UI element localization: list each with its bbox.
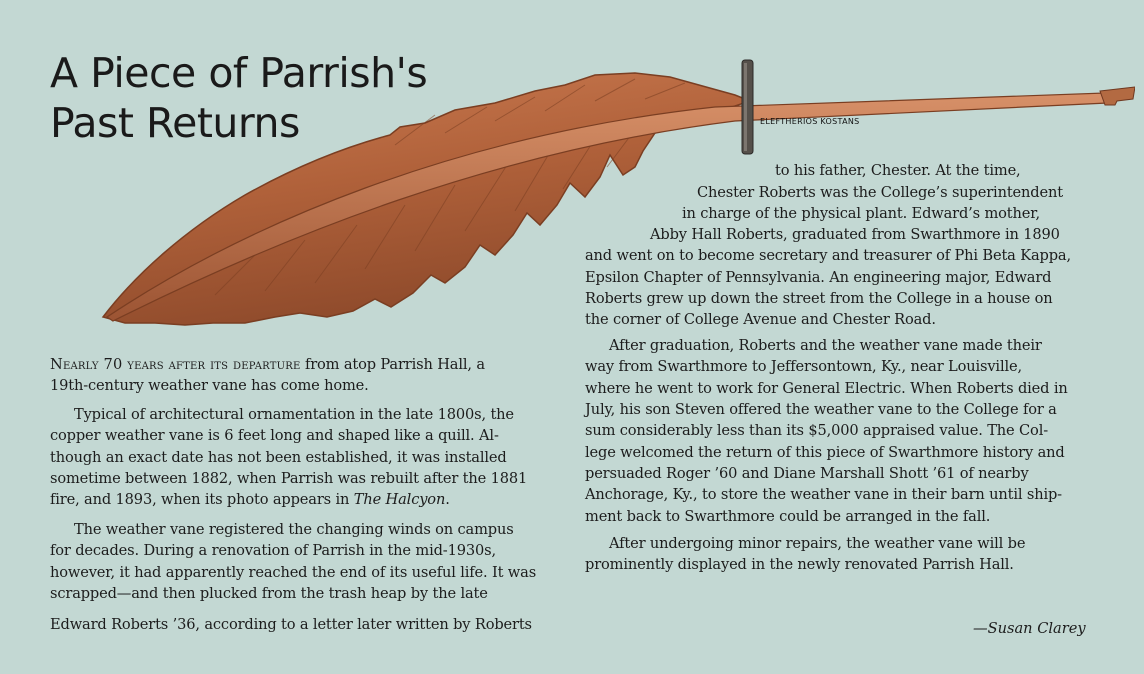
left-p3-line3: however, it had apparently reached the end of its useful life. It was [50,564,537,581]
byline: —Susan Clarey [973,620,1086,637]
headline-line-1: A Piece of Parrish's [50,49,428,97]
right-p1-line2: Chester Roberts was the College’s superintendent [697,184,1063,201]
left-p3-line4: scrapped—and then plucked from the trash heap by the late [50,585,488,602]
left-p3-line2: for decades. During a renovation of Parrish in the mid-1930s, [50,542,496,559]
right-p3-line1: After undergoing minor repairs, the weather vane will be [609,535,1026,552]
lead-in: Nearly 70 years after its departure [50,356,301,373]
left-p1-line1: Nearly 70 years after its departure from atop Parrish Hall, a [50,356,485,373]
right-p2-line9: ment back to Swarthmore could be arranged in the fall. [585,508,991,525]
right-p2-line1: After graduation, Roberts and the weather vane made their [609,337,1042,354]
right-p1-line1: to his father, Chester. At the time, [775,162,1021,179]
left-p2-line5: fire, and 1893, when its photo appears in The Halcyon. [50,491,450,508]
headline-line-2: Past Returns [50,99,300,147]
right-p1-line5: and went on to become secretary and treasurer of Phi Beta Kappa, [585,247,1071,264]
right-p1-line7: Roberts grew up down the street from the College in a house on [585,290,1053,307]
right-p2-line2: way from Swarthmore to Jeffersontown, Ky., near Louisville, [585,358,1022,375]
quill-tip [1100,87,1135,105]
photo-credit: ELEFTHERIOS KOSTANS [760,117,860,126]
right-p2-line8: Anchorage, Ky., to store the weather vane in their barn until ship- [585,486,1062,503]
right-p1-line8: the corner of College Avenue and Chester Road. [585,311,936,328]
publication-title: The Halcyon [353,491,446,508]
right-p3-line2: prominently displayed in the newly renovated Parrish Hall. [585,556,1014,573]
right-p2-line6: lege welcomed the return of this piece of Swarthmore history and [585,444,1065,461]
right-p2-line4: July, his son Steven offered the weather vane to the College for a [585,401,1057,418]
right-p2-line5: sum considerably less than its $5,000 appraised value. The Col- [585,422,1048,439]
left-p3-line5: Edward Roberts ’36, according to a letter later written by Roberts [50,616,532,633]
right-p1-line4: Abby Hall Roberts, graduated from Swarthmore in 1890 [650,226,1060,243]
right-p2-line3: where he went to work for General Electric. When Roberts died in [585,380,1068,397]
right-p2-line7: persuaded Roger ’60 and Diane Marshall Shott ’61 of nearby [585,465,1029,482]
left-p2-line1: Typical of architectural ornamentation in the late 1800s, the [74,406,514,423]
left-p2-line3: though an exact date has not been established, it was installed [50,449,507,466]
mounting-rod [742,60,753,154]
right-p1-line3: in charge of the physical plant. Edward’s mother, [682,205,1040,222]
left-p3-line1: The weather vane registered the changing winds on campus [74,521,514,538]
left-p1-line2: 19th-century weather vane has come home. [50,377,369,394]
left-p2-line4: sometime between 1882, when Parrish was rebuilt after the 1881 [50,470,528,487]
left-p2-line2: copper weather vane is 6 feet long and shaped like a quill. Al- [50,427,499,444]
right-p1-line6: Epsilon Chapter of Pennsylvania. An engineering major, Edward [585,269,1052,286]
